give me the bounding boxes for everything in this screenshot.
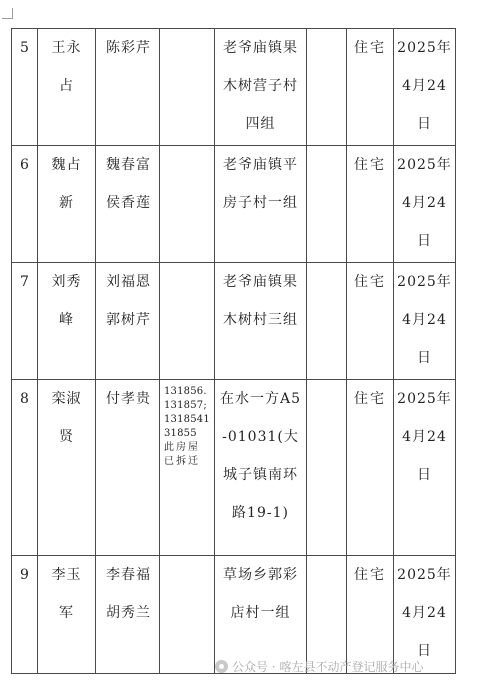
owner-name: 魏占新	[38, 146, 96, 263]
owner-name: 刘秀峰	[38, 263, 96, 380]
table-row	[12, 556, 456, 674]
corner-crop-mark	[2, 8, 13, 19]
property-use: 住宅	[347, 556, 394, 674]
certificate-number	[160, 146, 215, 263]
co-owner-names: 李春福胡秀兰	[96, 556, 160, 674]
certificate-number	[160, 263, 215, 380]
owner-name: 李玉军	[38, 556, 96, 674]
property-location: 老爷庙镇平房子村一组	[215, 146, 307, 263]
watermark-text: 公众号 · 喀左县不动产登记服务中心	[232, 660, 424, 674]
row-number: 8	[12, 380, 38, 556]
registration-date: 2025年4月24日	[394, 29, 456, 146]
table-row	[12, 29, 456, 146]
wechat-logo-icon	[215, 660, 228, 673]
property-use: 住宅	[347, 146, 394, 263]
blank-cell	[307, 263, 347, 380]
owner-name: 栾淑贤	[38, 380, 96, 556]
certificate-number	[160, 556, 215, 674]
co-owner-names: 付孝贵	[96, 380, 160, 556]
certificate-number	[160, 29, 215, 146]
table-row	[12, 146, 456, 263]
row-number: 7	[12, 263, 38, 380]
property-location: 老爷庙镇果木树村三组	[215, 263, 307, 380]
registration-table	[11, 28, 456, 674]
registration-date: 2025年4月24日	[394, 263, 456, 380]
demolished-note: 此房屋已拆迁	[164, 442, 200, 467]
property-location: 老爷庙镇果木树营子村四组	[215, 29, 307, 146]
co-owner-names: 刘福恩郭树芹	[96, 263, 160, 380]
registration-date: 2025年4月24日	[394, 380, 456, 556]
registration-date: 2025年4月24日	[394, 146, 456, 263]
owner-name: 王永占	[38, 29, 96, 146]
certificate-number-text: 131856.131857;131854131855	[164, 386, 210, 439]
certificate-number	[160, 380, 215, 556]
row-number: 6	[12, 146, 38, 263]
wechat-watermark	[215, 658, 423, 675]
blank-cell	[307, 556, 347, 674]
property-use: 住宅	[347, 263, 394, 380]
property-location: 草场乡郭彩店村一组	[215, 556, 307, 674]
table-row	[12, 263, 456, 380]
registration-date: 2025年4月24日	[394, 556, 456, 674]
blank-cell	[307, 29, 347, 146]
co-owner-names: 陈彩芹	[96, 29, 160, 146]
row-number: 5	[12, 29, 38, 146]
property-use: 住宅	[347, 380, 394, 556]
blank-cell	[307, 146, 347, 263]
co-owner-names: 魏春富侯香莲	[96, 146, 160, 263]
table-row	[12, 380, 456, 556]
blank-cell	[307, 380, 347, 556]
property-location: 在水一方A5-01031(大城子镇南环路19-1)	[215, 380, 307, 556]
property-use: 住宅	[347, 29, 394, 146]
row-number: 9	[12, 556, 38, 674]
